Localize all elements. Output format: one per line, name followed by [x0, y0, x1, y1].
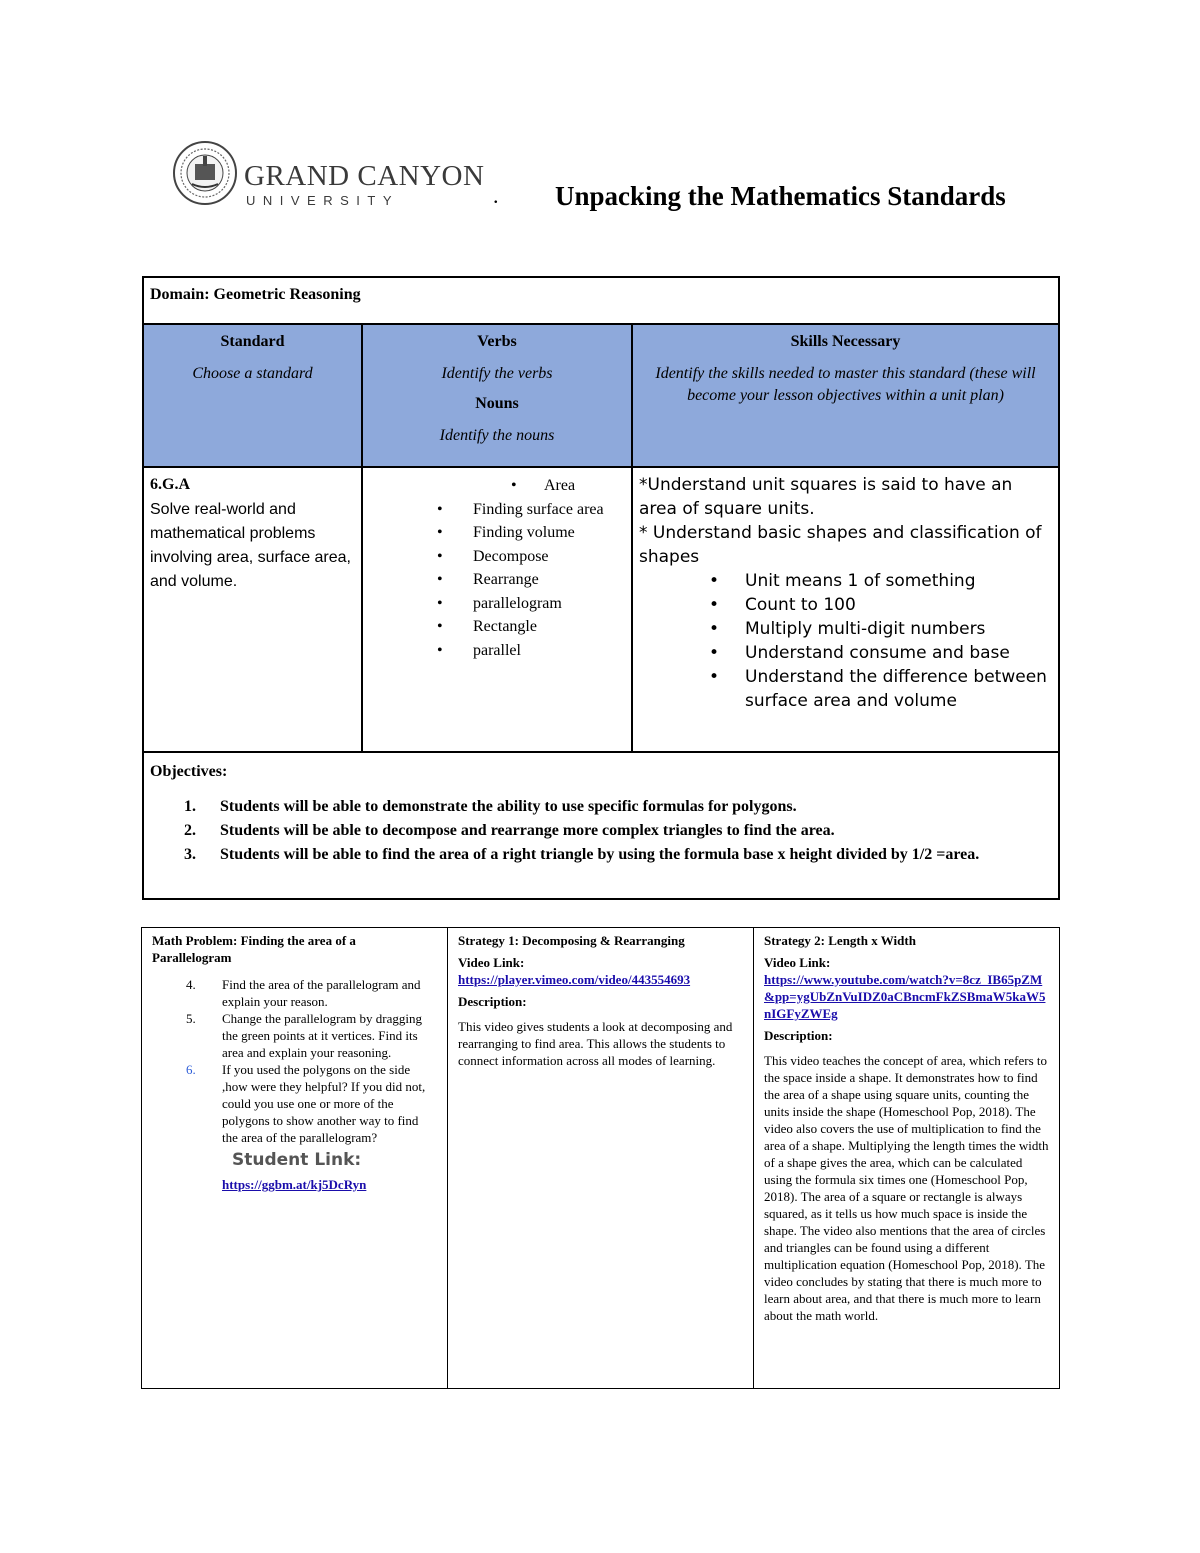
- list-item: • parallel: [363, 639, 631, 663]
- strategy2-video-link[interactable]: https://www.youtube.com/watch?v=8cz_IB65pZM&pp=ygUbZnVuIDZ0aCBncmFkZSBmaW5kaW5nIGFyZWEg: [764, 972, 1046, 1021]
- item-number: 5.: [186, 1011, 196, 1026]
- list-item: • parallelogram: [363, 592, 631, 616]
- math-problem-cell: [142, 928, 448, 1388]
- list-item: • Area: [363, 474, 631, 498]
- nouns-header-hint: Identify the nouns: [439, 427, 555, 444]
- standard-header: [144, 325, 363, 468]
- strategy1-cell: [448, 928, 754, 1388]
- list-item: • Multiply multi-digit numbers: [639, 617, 1052, 641]
- nouns-header-title: Nouns: [475, 395, 519, 412]
- list-item: • Rectangle: [363, 615, 631, 639]
- objective-text: Students will be able to find the area of a right triangle by using the formula base x height divided by 1/2 =area.: [220, 846, 980, 863]
- standard-header-title: Standard: [220, 333, 285, 350]
- objective-text: Students will be able to demonstrate the ability to use specific formulas for polygons.: [220, 798, 797, 815]
- skills-header: [633, 325, 1058, 468]
- list-item: • Finding surface area: [363, 498, 631, 522]
- verbs-cell: [363, 468, 633, 751]
- student-link-label: Student Link:: [232, 1150, 362, 1170]
- list-item: • Understand the difference between surface area and volume: [639, 665, 1052, 713]
- verbs-header-hint: Identify the verbs: [441, 365, 553, 382]
- list-item: [150, 843, 1052, 867]
- strategy1-description-label: Description:: [458, 994, 527, 1009]
- strategy1-video-label: Video Link:: [458, 955, 525, 970]
- objectives-section: [144, 751, 1058, 898]
- strategy2-cell: [754, 928, 1059, 1388]
- list-item: [152, 1010, 437, 1061]
- math-problem-title: Math Problem: Finding the area of a Parallelogram: [152, 933, 356, 965]
- skills-list: [639, 569, 1052, 713]
- skills-cell: [633, 468, 1058, 751]
- standard-cell: [144, 468, 363, 751]
- objective-number: 3.: [184, 846, 196, 863]
- title-separator: .: [493, 183, 499, 208]
- list-item: • Rearrange: [363, 568, 631, 592]
- list-item: • Unit means 1 of something: [639, 569, 1052, 593]
- logo-wordmark: GRAND CANYON: [244, 160, 485, 192]
- verbs-header: [363, 325, 633, 468]
- list-item: [152, 976, 437, 1010]
- skills-header-title: Skills Necessary: [790, 333, 901, 350]
- item-text: Change the parallelogram by dragging the green points at it vertices. Find its area and explain your reasoning.: [222, 1011, 422, 1060]
- strategies-table: [141, 927, 1060, 1389]
- list-item: • Decompose: [363, 545, 631, 569]
- skills-intro-1: *Understand unit squares is said to have an area of square units.: [639, 475, 1013, 519]
- standard-header-hint: Choose a standard: [192, 365, 313, 382]
- strategy2-description-label: Description:: [764, 1028, 833, 1043]
- strategy1-description: This video gives students a look at decomposing and rearranging to find area. This allows the students to connect information across all modes of learning.: [458, 1019, 733, 1068]
- logo-subtitle: UNIVERSITY: [246, 193, 400, 208]
- list-item: [150, 819, 1052, 843]
- list-item: • Count to 100: [639, 593, 1052, 617]
- standard-text: Solve real-world and mathematical problems involving area, surface area, and volume.: [150, 501, 351, 590]
- university-logo: [172, 138, 485, 210]
- standards-table: [142, 276, 1060, 900]
- list-item: • Understand consume and base: [639, 641, 1052, 665]
- item-number: 4.: [186, 977, 196, 992]
- list-item: [150, 795, 1052, 819]
- strategy1-title: Strategy 1: Decomposing & Rearranging: [458, 933, 685, 948]
- list-item: [152, 1061, 437, 1146]
- page-title: Unpacking the Mathematics Standards: [555, 181, 1006, 211]
- objectives-list: [150, 795, 1052, 867]
- strategy2-title: Strategy 2: Length x Width: [764, 933, 916, 948]
- standard-code: 6.G.A: [150, 476, 190, 493]
- math-problem-list: [152, 976, 437, 1146]
- strategy2-video-label: Video Link:: [764, 955, 831, 970]
- domain-row: Domain: Geometric Reasoning: [144, 278, 1058, 325]
- skills-intro-2: * Understand basic shapes and classification of shapes: [639, 523, 1042, 567]
- item-text: If you used the polygons on the side ,how were they helpful? If you did not, could you use one or more of the polygons to show another way to find the area of the parallelogram?: [222, 1062, 426, 1145]
- verbs-header-title: Verbs: [477, 333, 517, 350]
- strategy2-description: This video teaches the concept of area, which refers to the space inside a shape. It demonstrates how to find the area of a shape using square units, counting the units inside the shape (Homeschool Pop, 2018). The video also covers the use of multiplication to find the area of a shape. Multiplying the length times the width of a shape gives the area, which can be calculated using the formula six times one (Homeschool Pop, 2018). The area of a square or rectangle is always squared, as it tells us how much space is inside the shape. The video also mentions that the area of circles and triangles can be found using a different multiplication equation (Homeschool Pop, 2018). The video concludes by stating that there is much more to learn about area, and that there is much more to learn about the math world.: [764, 1053, 1049, 1323]
- objective-number: 2.: [184, 822, 196, 839]
- verbs-list: [363, 474, 631, 662]
- objectives-label: Objectives:: [150, 763, 228, 780]
- objective-number: 1.: [184, 798, 196, 815]
- item-number: 6.: [186, 1062, 196, 1077]
- university-seal-icon: [172, 138, 238, 208]
- skills-header-hint: Identify the skills needed to master this standard (these will become your lesson objectives within a unit plan): [655, 365, 1036, 404]
- student-link[interactable]: https://ggbm.at/kj5DcRyn: [222, 1177, 367, 1192]
- objective-text: Students will be able to decompose and rearrange more complex triangles to find the area.: [220, 822, 835, 839]
- list-item: • Finding volume: [363, 521, 631, 545]
- item-text: Find the area of the parallelogram and explain your reason.: [222, 977, 421, 1009]
- strategy1-video-link[interactable]: https://player.vimeo.com/video/443554693: [458, 972, 691, 987]
